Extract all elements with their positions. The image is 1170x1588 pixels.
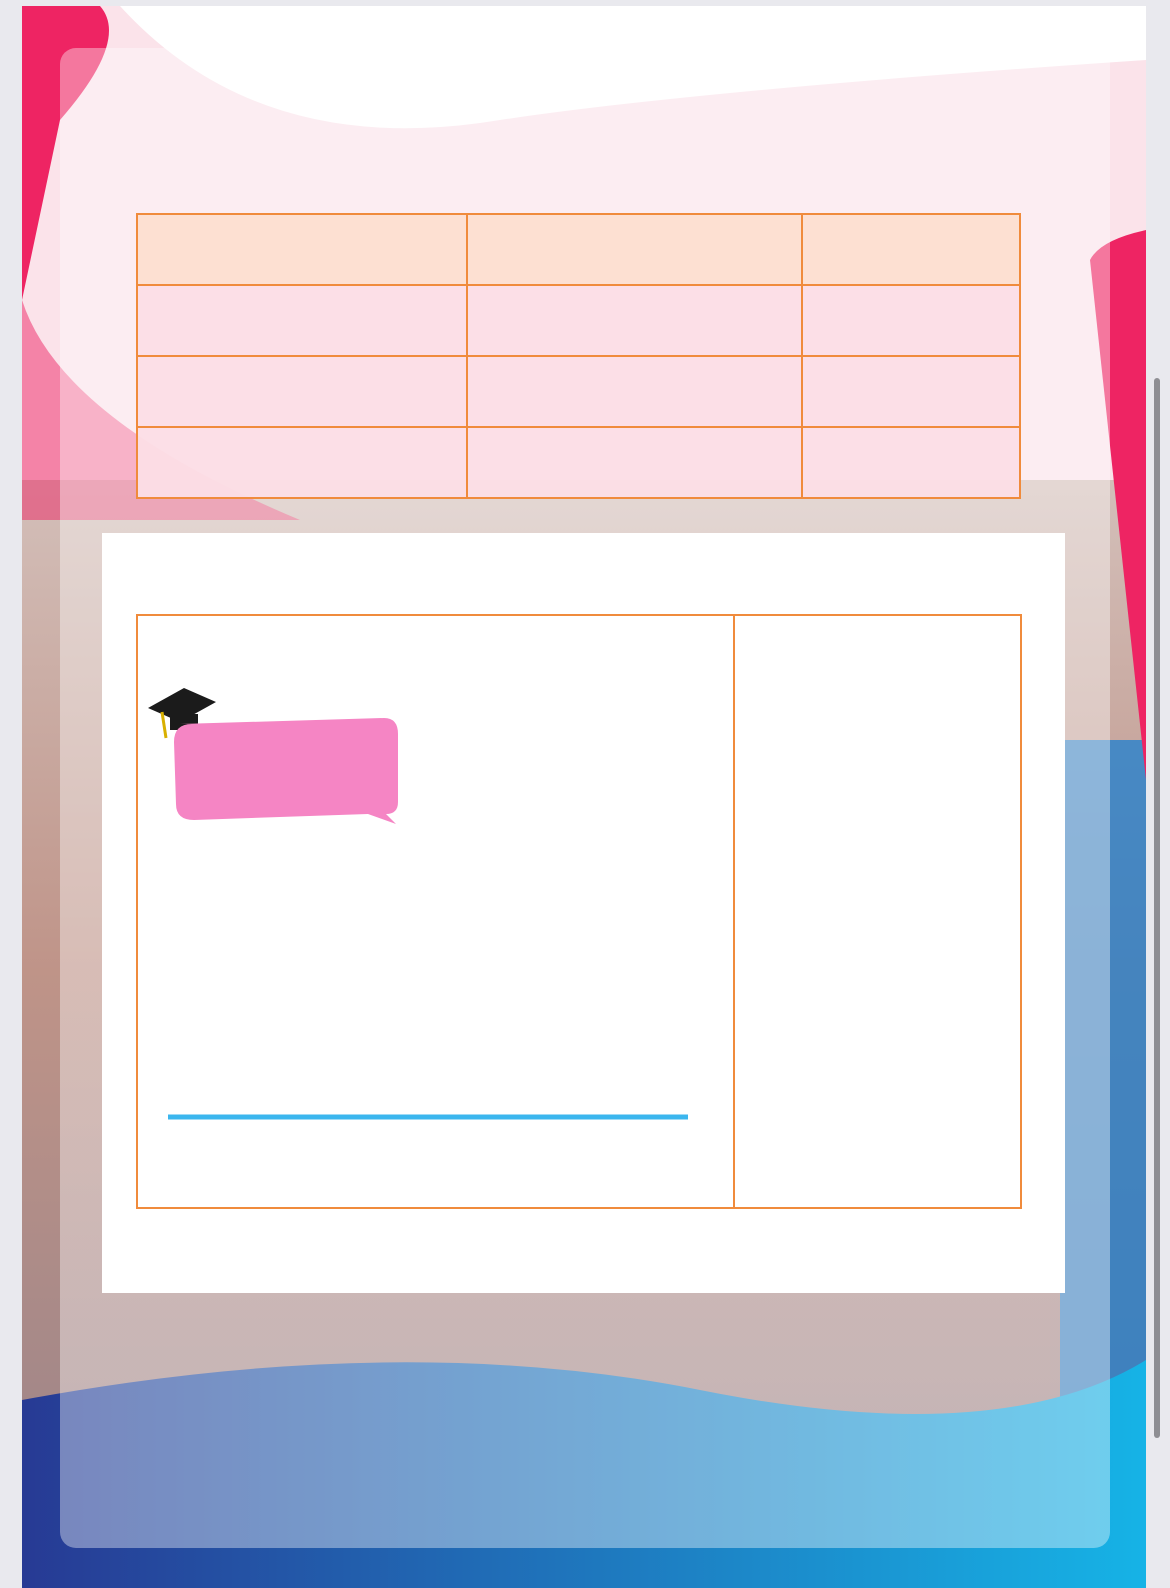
header-students [802,214,1020,285]
cefr-infographic [136,614,730,1209]
row-rank [467,285,802,356]
table-header-row [137,214,1020,285]
header-level [137,214,467,285]
row-level [137,427,467,498]
row-rank [467,427,802,498]
header-rank [467,214,802,285]
table-row [137,427,1020,498]
row-rank [467,356,802,427]
table-row [137,356,1020,427]
chart-divider [733,614,735,1209]
row-level [137,356,467,427]
row-students [802,356,1020,427]
mini-bar-chart [850,700,960,1130]
scrollbar[interactable] [1154,378,1160,1438]
row-students [802,427,1020,498]
cefr-logo [174,718,398,824]
ranking-table [136,213,1021,499]
row-level [137,285,467,356]
row-students [802,285,1020,356]
table-row [137,285,1020,356]
